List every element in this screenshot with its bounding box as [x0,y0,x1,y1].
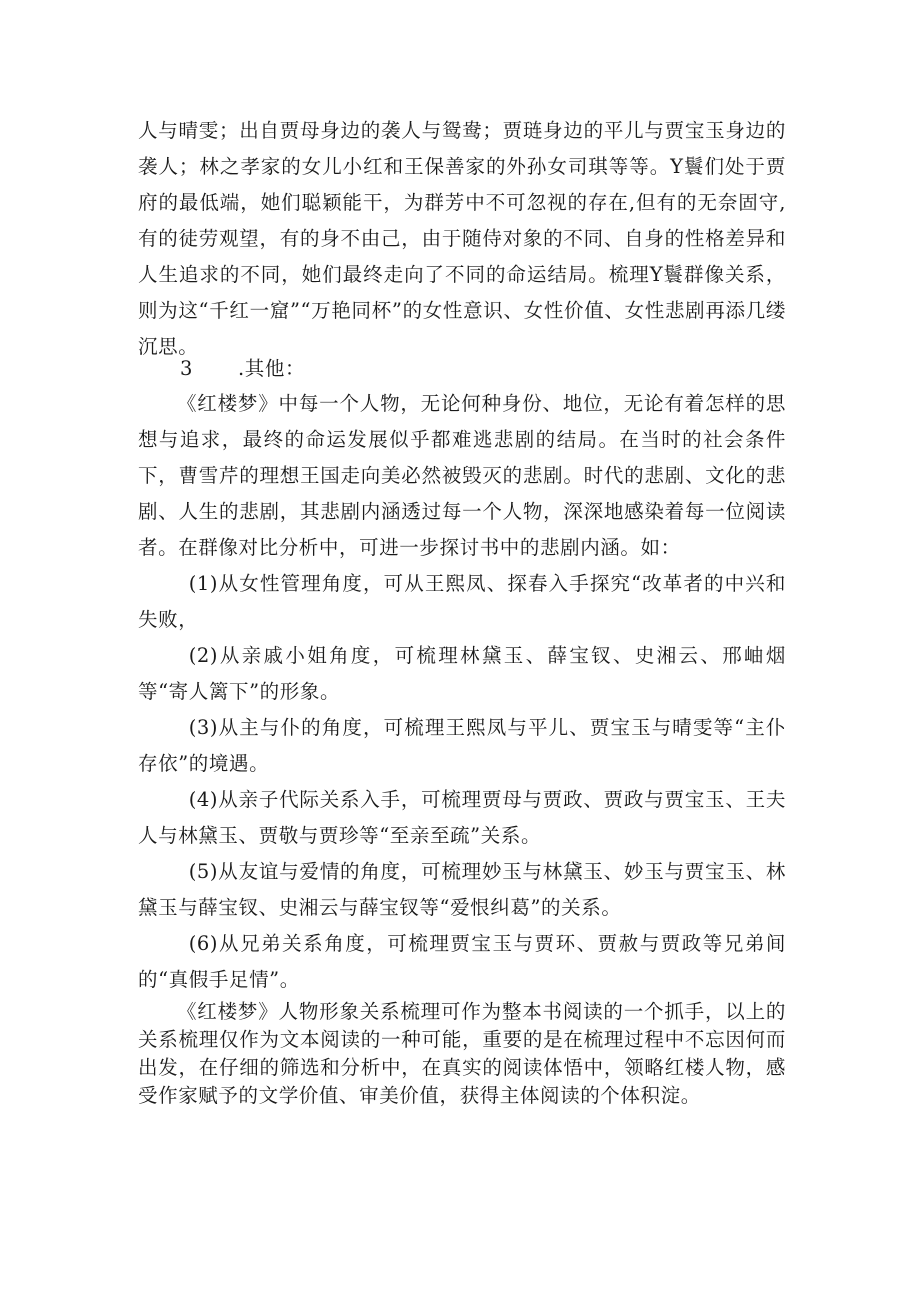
section-body [138,386,786,998]
summary-block [138,998,786,1110]
section-title: .其他： [238,357,306,380]
list-item: (2)从亲戚小姐角度，可梳理林黛玉、薛宝钗、史湘云、邢岫烟等“寄人篱下”的形象。 [138,644,786,703]
list-item: (6)从兄弟关系角度，可梳理贾宝玉与贾环、贾赦与贾政等兄弟间的“真假手足情”。 [138,932,786,991]
section-paragraph: 《红楼梦》中每一个人物，无论何种身份、地位，无论有着怎样的思想与追求，最终的命运发展似乎都难逃悲剧的结局。在当时的社会条件下，曹雪芹的理想王国走向美必然被毁灭的悲剧。时代的悲剧、文化的悲剧、人生的悲剧，其悲剧内涵透过每一个人物，深深地感染着每一位阅读者。在群像对比分析中，可进一步探讨书中的悲剧内涵。如： [138,392,786,559]
section-number: 3 [180,357,193,380]
list-item: (1)从女性管理角度，可从王熙凤、探春入手探究“改革者的中兴和失败， [138,572,786,631]
summary-paragraph: 《红楼梦》人物形象关系梳理可作为整本书阅读的一个抓手，以上的关系梳理仅作为文本阅读的一种可能，重要的是在梳理过程中不忘因何而出发，在仔细的筛选和分析中，在真实的阅读体悟中，领略红楼人物，感受作家赋予的文学价值、审美价值，获得主体阅读的个体积淀。 [138,1000,786,1107]
intro-paragraph-block [138,113,786,365]
list-item: (3)从主与仆的角度，可梳理王熙凤与平儿、贾宝玉与晴雯等“主仆存依”的境遇。 [138,716,786,775]
list-item: (4)从亲子代际关系入手，可梳理贾母与贾政、贾政与贾宝玉、王夫人与林黛玉、贾敬与贾珍等“至亲至疏”关系。 [138,788,786,847]
intro-paragraph: 人与晴雯；出自贾母身边的袭人与鸳鸯；贾琏身边的平儿与贾宝玉身边的袭人；林之孝家的女儿小红和王保善家的外孙女司琪等等。Y鬟们处于贾府的最低端，她们聪颖能干，为群芳中不可忽视的存在,但有的无奈固守,有的徒劳观望，有的身不由己，由于随侍对象的不同、自身的性格差异和人生追求的不同，她们最终走向了不同的命运结局。梳理Y鬟群像关系，则为这“千红一窟”“万艳同杯”的女性意识、女性价值、女性悲剧再添几缕沉思。 [138,119,786,358]
list-item: (5)从友谊与爱情的角度，可梳理妙玉与林黛玉、妙玉与贾宝玉、林黛玉与薛宝钗、史湘云与薛宝钗等“爱恨纠葛”的关系。 [138,860,786,919]
